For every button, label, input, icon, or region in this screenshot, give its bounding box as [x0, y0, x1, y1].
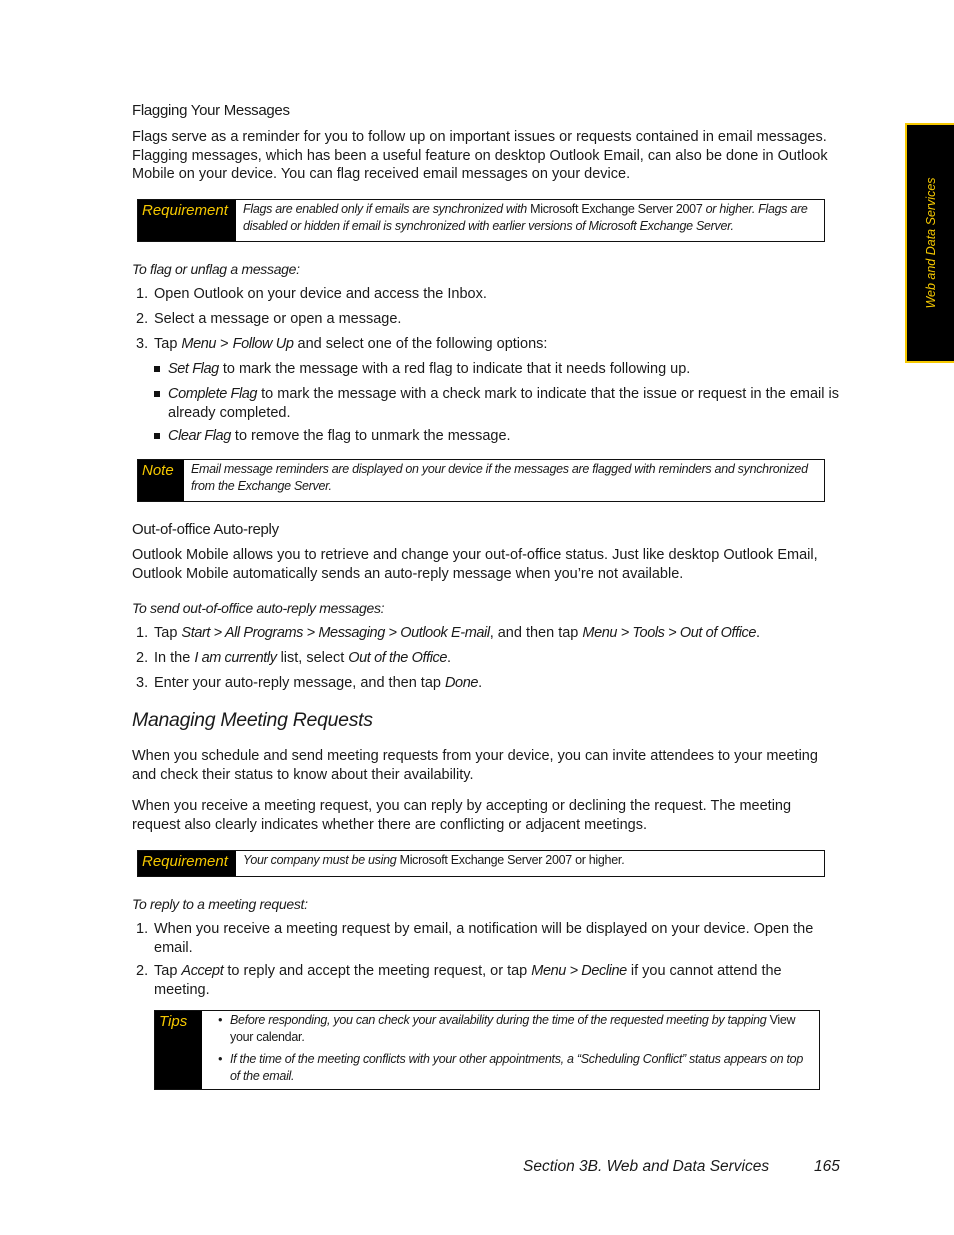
footer-section-title: Section 3B. Web and Data Services: [523, 1158, 770, 1175]
requirement-text: Your company must be using Microsoft Exchange Server 2007 or higher.: [243, 853, 625, 867]
requirement-label: Requirement: [138, 200, 236, 241]
bullet-square: [154, 366, 160, 372]
auto-reply-heading: Out-of-office Auto-reply: [132, 521, 279, 538]
requirement-label: Requirement: [138, 851, 236, 876]
meeting-requests-heading: Managing Meeting Requests: [132, 709, 373, 731]
note-text: Email message reminders are displayed on your device if the messages are flagged with reminders and synchronized from the Exchange Server.: [191, 462, 808, 493]
tip-2: • If the time of the meeting conflicts with your other appointments, a “Scheduling Conflict” status appears on top of the email.: [218, 1052, 803, 1083]
note-label: Note: [138, 460, 184, 501]
requirement-text: Flags are enabled only if emails are synchronized with Microsoft Exchange Server 2007 or higher. Flags are disabled or hidden if email is synchronized with earlier versions of Microsoft Exchange Server.: [243, 202, 808, 233]
note-box: [137, 459, 825, 502]
auto-reply-step-3: 3. Enter your auto-reply message, and then tap Done.: [136, 675, 483, 691]
tip-1: • Before responding, you can check your availability during the time of the requested meeting by tapping View your calendar.: [218, 1013, 796, 1044]
side-tab-label: Web and Data Services: [923, 177, 938, 309]
flagging-intro: Flags serve as a reminder for you to follow up on important issues or requests contained in email messages. Flagging messages, which has been a useful feature on desktop Outlook Email, can also be done in Outlook Mobile on your device. You can flag received email messages on your device.: [132, 129, 828, 182]
auto-reply-step-2: 2. In the I am currently list, select Out of the Office.: [136, 650, 452, 666]
footer-page-number: 165: [814, 1158, 840, 1175]
tips-label: Tips: [155, 1011, 202, 1089]
requirement-box-meetings: [137, 850, 825, 877]
flag-step-1: 1. Open Outlook on your device and access the Inbox.: [136, 286, 487, 302]
auto-reply-intro: Outlook Mobile allows you to retrieve and change your out-of-office status. Just like desktop Outlook Email, Outlook Mobile automatically sends an auto-reply message when you’re not available.: [132, 547, 818, 582]
auto-reply-instructions-lead: To send out-of-office auto-reply messages:: [132, 600, 385, 616]
bullet-square: [154, 391, 160, 397]
flag-step-2: 2. Select a message or open a message.: [136, 311, 402, 327]
option-set-flag: Set Flag to mark the message with a red flag to indicate that it needs following up.: [168, 360, 844, 379]
bullet-square: [154, 433, 160, 439]
meeting-para-1: When you schedule and send meeting requests from your device, you can invite attendees to your meeting and check their status to know about their availability.: [132, 748, 818, 783]
meeting-para-2: When you receive a meeting request, you can reply by accepting or declining the request. The meeting request also clearly indicates whether there are conflicting or adjacent meetings.: [132, 798, 792, 833]
auto-reply-step-1: 1. Tap Start > All Programs > Messaging > Outlook E-mail, and then tap Menu > Tools > Out of Office.: [136, 625, 761, 641]
requirement-box-flags: [137, 199, 825, 242]
section-side-tab: [905, 123, 954, 363]
meeting-instructions-lead: To reply to a meeting request:: [132, 896, 308, 912]
meeting-step-2: 2. Tap Accept to reply and accept the meeting request, or tap Menu > Decline if you cannot attend the meeting.: [136, 963, 782, 998]
flag-instructions-lead: To flag or unflag a message:: [132, 261, 300, 277]
flagging-heading: Flagging Your Messages: [132, 102, 290, 119]
tips-box: [154, 1010, 820, 1090]
flag-step-3: 3. Tap Menu > Follow Up and select one of the following options:: [136, 336, 548, 352]
option-complete-flag: Complete Flag to mark the message with a check mark to indicate that the issue or request in the email is already completed.: [168, 385, 844, 422]
option-clear-flag: Clear Flag to remove the flag to unmark the message.: [168, 427, 844, 446]
meeting-step-1: 1. When you receive a meeting request by email, a notification will be displayed on your device. Open the email.: [136, 921, 814, 956]
